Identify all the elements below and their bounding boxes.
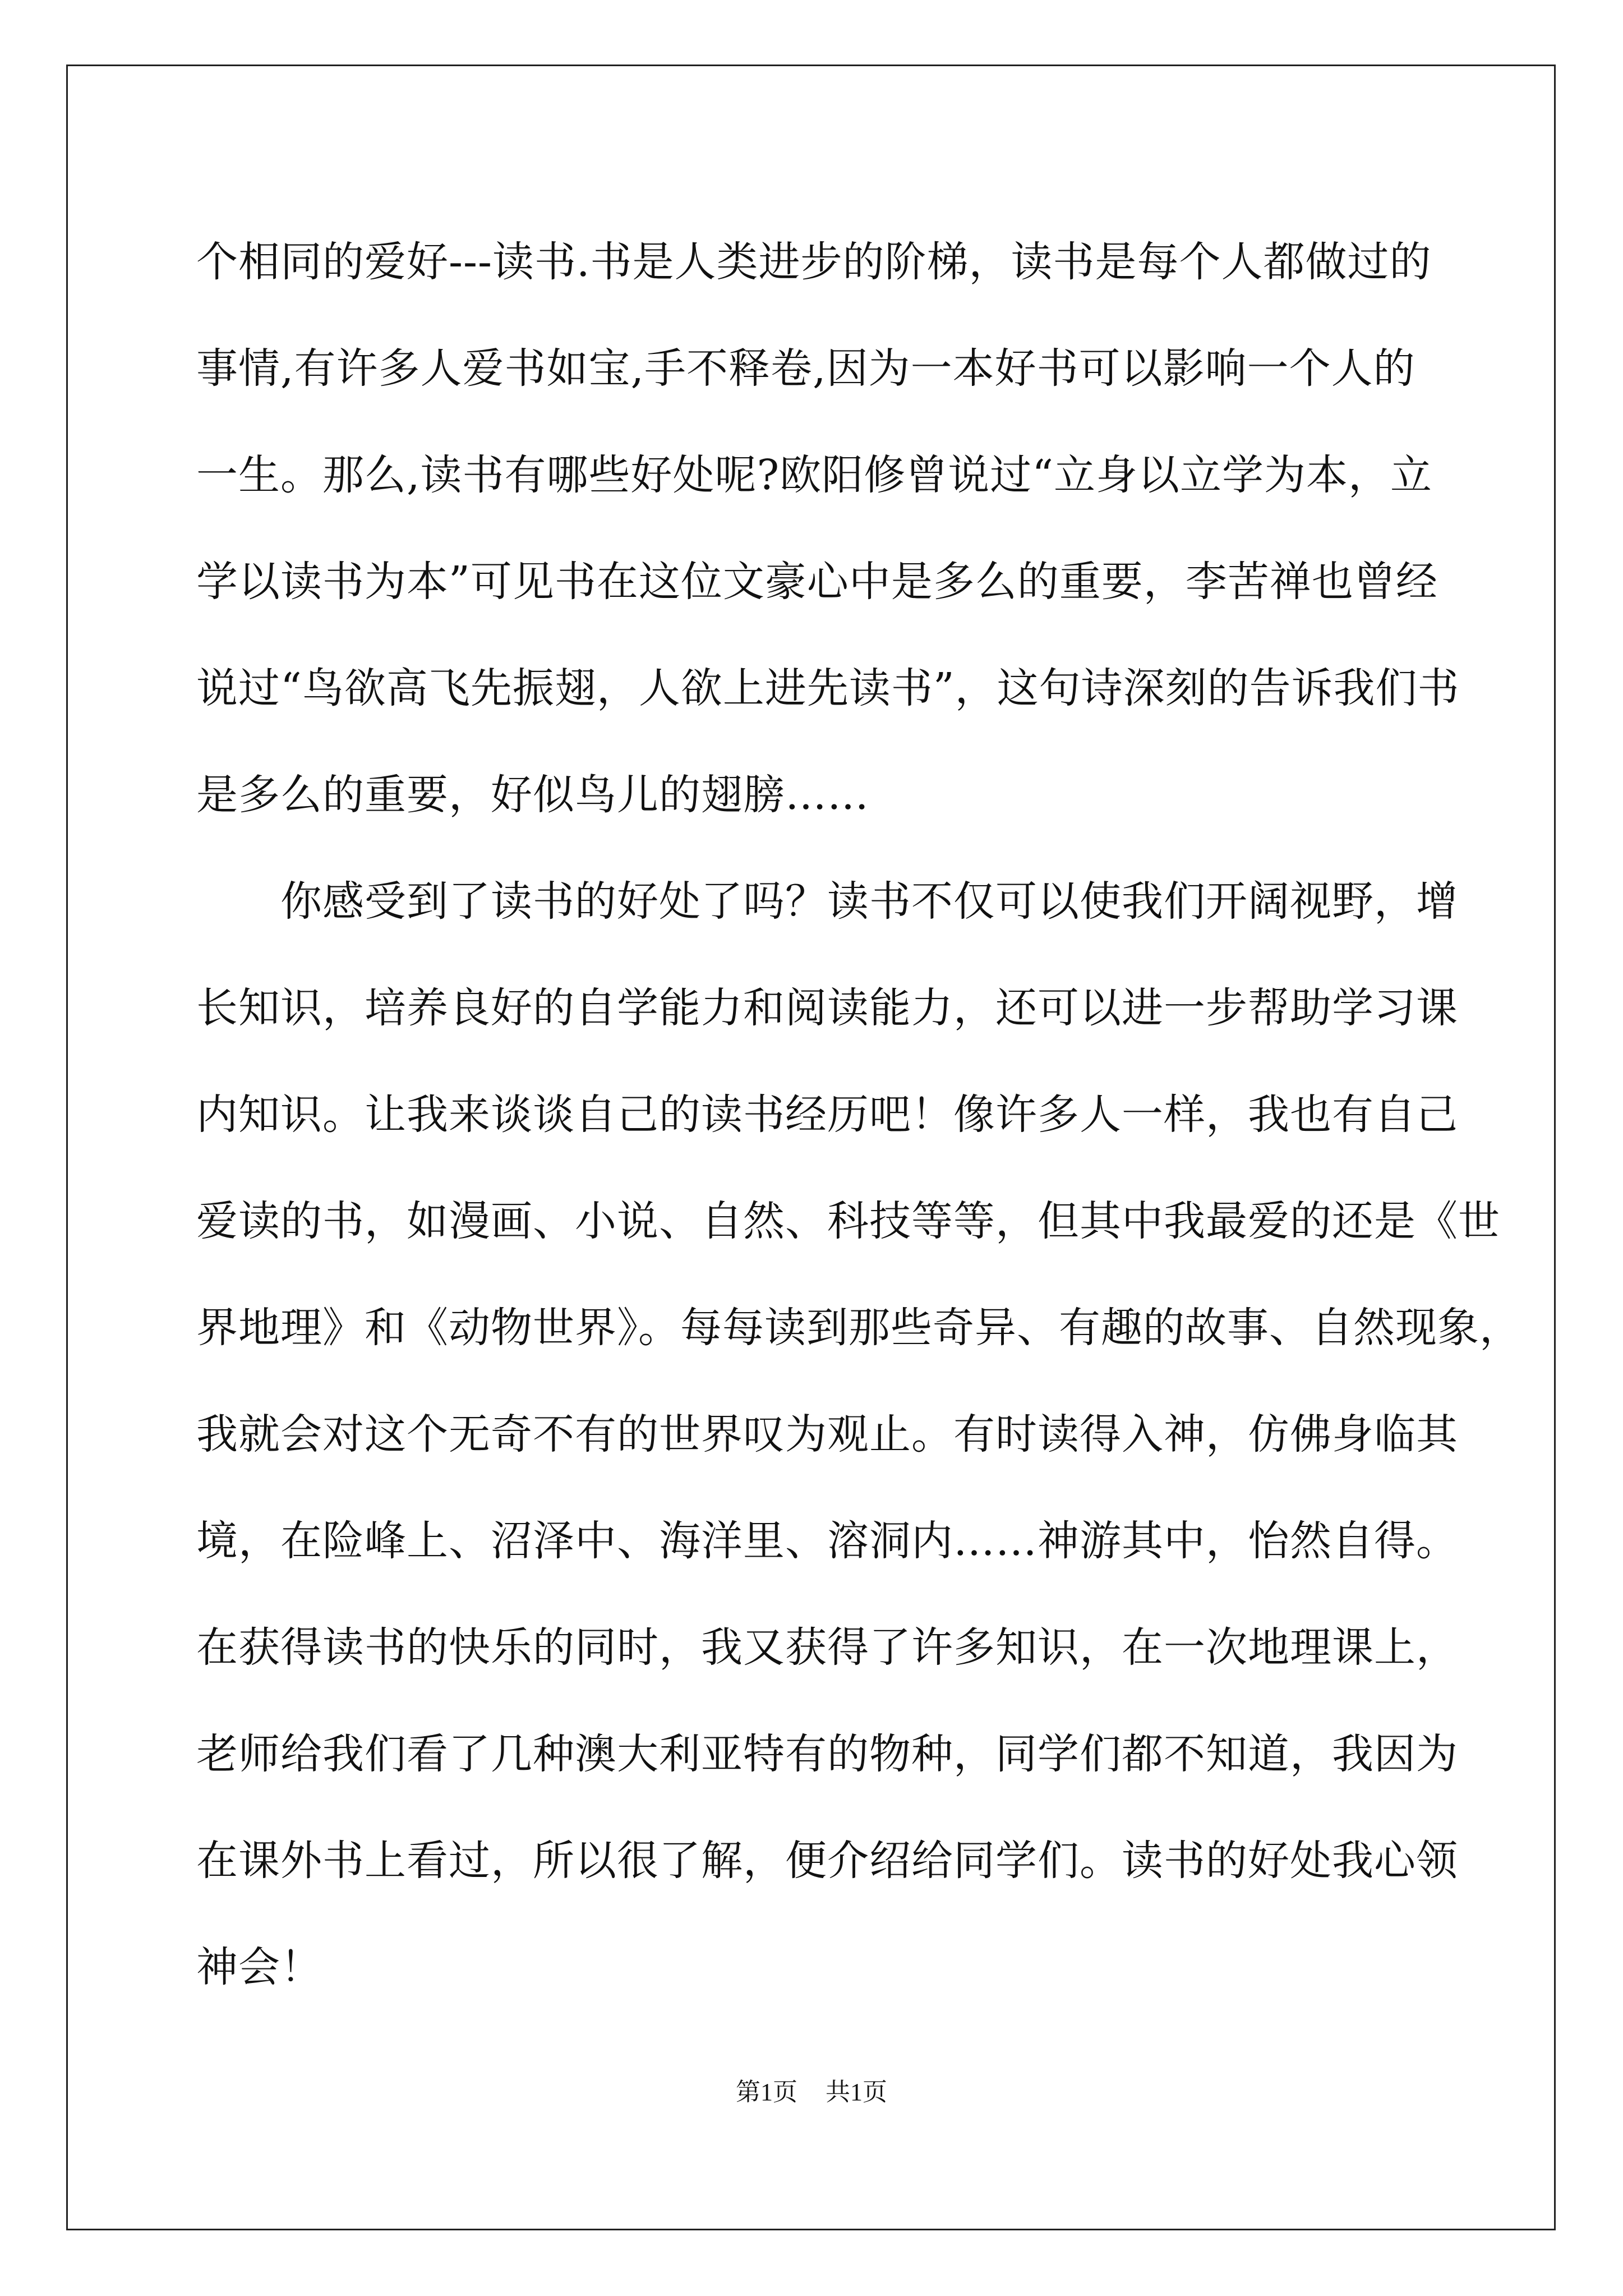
text-line: 爱读的书，如漫画、小说、自然、科技等等，但其中我最爱的还是《世 [196, 1197, 1500, 1245]
text-line: 学以读书为本”可见书在这位文豪心中是多么的重要，李苦禅也曾经 [196, 558, 1438, 606]
text-line: 个相同的爱好---读书.书是人类进步的阶梯，读书是每个人都做过的 [196, 238, 1432, 286]
text-line: 神会！ [196, 1943, 322, 1991]
text-line: 老师给我们看了几种澳大利亚特有的物种，同学们都不知道，我因为 [196, 1730, 1458, 1778]
text-line: 内知识。让我来谈谈自己的读书经历吧！像许多人一样，我也有自己 [196, 1091, 1458, 1139]
text-line: 一生。那么,读书有哪些好处呢?欧阳修曾说过“立身以立学为本，立 [196, 451, 1433, 499]
text-line: 境，在险峰上、沼泽中、海洋里、溶洞内……神游其中，怡然自得。 [196, 1517, 1458, 1565]
text-line: 在课外书上看过，所以很了解，便介绍给同学们。读书的好处我心领 [196, 1837, 1458, 1885]
page-number: 第1页 [736, 2078, 797, 2106]
page-total: 共1页 [826, 2078, 887, 2106]
text-line: 事情,有许多人爱书如宝,手不释卷,因为一本好书可以影响一个人的 [196, 344, 1415, 393]
text-line: 长知识，培养良好的自学能力和阅读能力，还可以进一步帮助学习课 [196, 984, 1458, 1032]
text-line: 界地理》和《动物世界》。每每读到那些奇异、有趣的故事、自然现象， [196, 1304, 1521, 1352]
document-body [196, 209, 1521, 2021]
text-line: 是多么的重要，好似鸟儿的翅膀…… [196, 771, 869, 819]
text-line: 你感受到了读书的好处了吗？读书不仅可以使我们开阔视野，增 [196, 877, 1458, 926]
text-line: 在获得读书的快乐的同时，我又获得了许多知识，在一次地理课上， [196, 1623, 1458, 1672]
text-line: 我就会对这个无奇不有的世界叹为观止。有时读得入神，仿佛身临其 [196, 1410, 1458, 1458]
page-footer [0, 2076, 1623, 2109]
text-line: 说过“鸟欲高飞先振翅，人欲上进先读书”，这句诗深刻的告诉我们书 [196, 664, 1460, 712]
